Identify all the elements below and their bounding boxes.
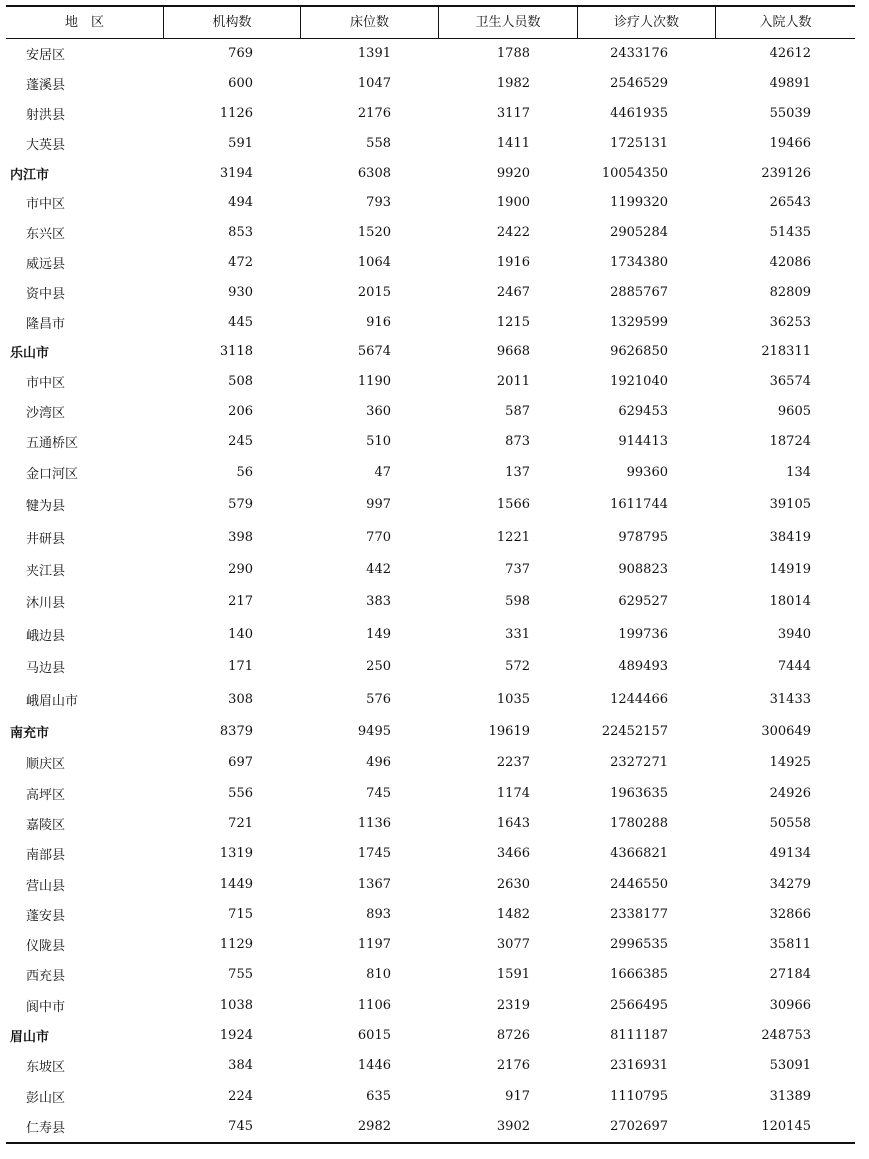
personnel-cell: 2237 [496, 755, 530, 771]
beds-cell: 149 [366, 626, 391, 642]
table-row [6, 778, 855, 808]
table-row [6, 188, 855, 218]
table-row [6, 1051, 855, 1081]
institutions-cell: 697 [228, 755, 253, 771]
beds-cell: 1136 [357, 815, 391, 831]
beds-cell: 6308 [357, 165, 391, 181]
admissions-cell: 120145 [761, 1118, 811, 1134]
table-row [6, 618, 855, 650]
beds-cell: 9495 [357, 723, 391, 739]
institutions-cell: 508 [228, 374, 253, 390]
region-name-cell: 西充县 [26, 969, 66, 985]
institutions-cell: 398 [228, 529, 253, 545]
personnel-cell: 1643 [496, 815, 530, 831]
admissions-cell: 239126 [761, 165, 811, 181]
personnel-cell: 9920 [496, 165, 530, 181]
table-row [6, 1111, 855, 1141]
admissions-cell: 24926 [769, 785, 811, 801]
table-row [6, 748, 855, 778]
institutions-cell: 745 [228, 1118, 253, 1134]
table-row [6, 128, 855, 158]
institutions-cell: 1038 [219, 997, 253, 1013]
region-name-cell: 金口河区 [26, 466, 79, 482]
visits-cell: 1780288 [610, 815, 668, 831]
institutions-cell: 472 [228, 254, 253, 270]
table-row [6, 39, 855, 69]
personnel-cell: 873 [505, 433, 530, 449]
table-row [6, 808, 855, 838]
institutions-cell: 206 [228, 403, 253, 419]
beds-cell: 1520 [357, 225, 391, 241]
region-name-cell: 嘉陵区 [26, 817, 66, 833]
personnel-cell: 1982 [496, 76, 530, 92]
beds-cell: 2176 [357, 105, 391, 121]
personnel-cell: 19619 [488, 723, 530, 739]
beds-cell: 47 [374, 464, 391, 480]
personnel-cell: 1411 [496, 135, 530, 151]
table-row [6, 651, 855, 683]
institutions-cell: 1924 [219, 1027, 253, 1043]
visits-cell: 978795 [618, 529, 668, 545]
visits-cell: 2702697 [610, 1118, 668, 1134]
region-name-cell: 仪陇县 [26, 939, 66, 955]
admissions-cell: 218311 [761, 344, 811, 360]
beds-cell: 558 [366, 135, 391, 151]
personnel-cell: 1916 [496, 254, 530, 270]
visits-cell: 914413 [618, 433, 668, 449]
institutions-cell: 1129 [219, 937, 253, 953]
personnel-cell: 9668 [496, 344, 530, 360]
region-name-cell: 五通桥区 [26, 435, 79, 451]
visits-cell: 4366821 [610, 846, 668, 862]
beds-cell: 1745 [357, 846, 391, 862]
visits-cell: 1244466 [610, 691, 668, 707]
beds-cell: 5674 [357, 344, 391, 360]
region-name-cell: 犍为县 [26, 499, 66, 515]
visits-cell: 629453 [618, 403, 668, 419]
visits-cell: 99360 [626, 464, 668, 480]
visits-cell: 908823 [618, 562, 668, 578]
region-name-cell: 营山县 [26, 878, 66, 894]
admissions-cell: 19466 [769, 135, 811, 151]
institutions-cell: 579 [228, 497, 253, 513]
header-institutions: 机构数 [164, 7, 301, 38]
table-row-city [6, 1020, 855, 1050]
header-beds: 床位数 [301, 7, 439, 38]
admissions-cell: 51435 [769, 225, 811, 241]
institutions-cell: 769 [228, 46, 253, 62]
region-name-cell: 眉山市 [10, 1029, 50, 1045]
visits-cell: 1725131 [610, 135, 668, 151]
region-name-cell: 资中县 [26, 286, 66, 302]
beds-cell: 745 [366, 785, 391, 801]
visits-cell: 2327271 [610, 755, 668, 771]
header-health-personnel: 卫生人员数 [439, 7, 578, 38]
institutions-cell: 445 [228, 314, 253, 330]
beds-cell: 510 [366, 433, 391, 449]
institutions-cell: 494 [228, 195, 253, 211]
institutions-cell: 1319 [219, 846, 253, 862]
region-name-cell: 沐川县 [26, 596, 66, 612]
personnel-cell: 587 [505, 403, 530, 419]
personnel-cell: 8726 [496, 1027, 530, 1043]
region-name-cell: 沙湾区 [26, 405, 66, 421]
region-name-cell: 东坡区 [26, 1060, 66, 1076]
admissions-cell: 55039 [769, 105, 811, 121]
institutions-cell: 217 [228, 594, 253, 610]
admissions-cell: 27184 [769, 967, 811, 983]
table-row-city [6, 158, 855, 188]
region-name-cell: 威远县 [26, 256, 66, 272]
visits-cell: 2905284 [610, 225, 668, 241]
visits-cell: 9626850 [610, 344, 668, 360]
table-row [6, 990, 855, 1020]
institutions-cell: 384 [228, 1058, 253, 1074]
institutions-cell: 721 [228, 815, 253, 831]
table-row [6, 489, 855, 521]
region-name-cell: 顺庆区 [26, 757, 66, 773]
table-header [6, 7, 855, 39]
personnel-cell: 2422 [496, 225, 530, 241]
beds-cell: 383 [366, 594, 391, 610]
visits-cell: 2566495 [610, 997, 668, 1013]
table-row [6, 99, 855, 129]
visits-cell: 1666385 [610, 967, 668, 983]
personnel-cell: 1482 [496, 906, 530, 922]
beds-cell: 997 [366, 497, 391, 513]
region-name-cell: 井研县 [26, 531, 66, 547]
table-body [6, 39, 855, 1142]
personnel-cell: 331 [505, 626, 530, 642]
table-row [6, 1081, 855, 1111]
beds-cell: 793 [366, 195, 391, 211]
visits-cell: 1734380 [610, 254, 668, 270]
visits-cell: 1329599 [610, 314, 668, 330]
institutions-cell: 308 [228, 691, 253, 707]
table-row [6, 277, 855, 307]
personnel-cell: 3117 [496, 105, 530, 121]
admissions-cell: 31389 [769, 1088, 811, 1104]
visits-cell: 4461935 [610, 105, 668, 121]
visits-cell: 2338177 [610, 906, 668, 922]
visits-cell: 8111187 [610, 1027, 668, 1043]
institutions-cell: 245 [228, 433, 253, 449]
institutions-cell: 1126 [219, 105, 253, 121]
admissions-cell: 35811 [769, 937, 811, 953]
visits-cell: 2885767 [610, 284, 668, 300]
institutions-cell: 8379 [219, 723, 253, 739]
admissions-cell: 42086 [769, 254, 811, 270]
beds-cell: 6015 [357, 1027, 391, 1043]
personnel-cell: 1566 [496, 497, 530, 513]
admissions-cell: 7444 [777, 659, 811, 675]
beds-cell: 916 [366, 314, 391, 330]
beds-cell: 360 [366, 403, 391, 419]
personnel-cell: 3077 [496, 937, 530, 953]
table-row [6, 839, 855, 869]
region-name-cell: 彭山区 [26, 1090, 66, 1106]
region-name-cell: 高坪区 [26, 787, 66, 803]
beds-cell: 250 [366, 659, 391, 675]
institutions-cell: 290 [228, 562, 253, 578]
beds-cell: 770 [366, 529, 391, 545]
personnel-cell: 1591 [496, 967, 530, 983]
admissions-cell: 9605 [777, 403, 811, 419]
beds-cell: 1064 [357, 254, 391, 270]
admissions-cell: 36574 [769, 374, 811, 390]
table-row [6, 248, 855, 278]
personnel-cell: 3902 [496, 1118, 530, 1134]
beds-cell: 442 [366, 562, 391, 578]
admissions-cell: 300649 [761, 723, 811, 739]
table-row [6, 683, 855, 715]
visits-cell: 2433176 [610, 46, 668, 62]
region-name-cell: 市中区 [26, 376, 66, 392]
personnel-cell: 1788 [496, 46, 530, 62]
admissions-cell: 26543 [769, 195, 811, 211]
personnel-cell: 598 [505, 594, 530, 610]
visits-cell: 2546529 [610, 76, 668, 92]
personnel-cell: 1215 [496, 314, 530, 330]
admissions-cell: 18724 [769, 433, 811, 449]
personnel-cell: 1035 [496, 691, 530, 707]
header-region: 地 区 [6, 7, 164, 38]
region-name-cell: 马边县 [26, 661, 66, 677]
admissions-cell: 42612 [769, 46, 811, 62]
beds-cell: 1190 [357, 374, 391, 390]
region-name-cell: 仁寿县 [26, 1120, 66, 1136]
institutions-cell: 930 [228, 284, 253, 300]
table-bottom-rule [6, 1142, 855, 1144]
beds-cell: 2982 [357, 1118, 391, 1134]
admissions-cell: 53091 [769, 1058, 811, 1074]
region-name-cell: 蓬安县 [26, 908, 66, 924]
admissions-cell: 82809 [769, 284, 811, 300]
region-name-cell: 安居区 [26, 48, 66, 64]
table-row-city [6, 337, 855, 367]
admissions-cell: 30966 [769, 997, 811, 1013]
admissions-cell: 32866 [769, 906, 811, 922]
table-row [6, 69, 855, 99]
institutions-cell: 853 [228, 225, 253, 241]
visits-cell: 1199320 [610, 195, 668, 211]
admissions-cell: 248753 [761, 1027, 811, 1043]
personnel-cell: 137 [505, 464, 530, 480]
region-name-cell: 蓬溪县 [26, 78, 66, 94]
beds-cell: 635 [366, 1088, 391, 1104]
region-name-cell: 内江市 [10, 167, 50, 183]
personnel-cell: 1174 [496, 785, 530, 801]
beds-cell: 496 [366, 755, 391, 771]
admissions-cell: 39105 [769, 497, 811, 513]
personnel-cell: 2467 [496, 284, 530, 300]
visits-cell: 2446550 [610, 876, 668, 892]
institutions-cell: 715 [228, 906, 253, 922]
visits-cell: 2316931 [610, 1058, 668, 1074]
institutions-cell: 591 [228, 135, 253, 151]
personnel-cell: 3466 [496, 846, 530, 862]
institutions-cell: 1449 [219, 876, 253, 892]
region-name-cell: 南部县 [26, 848, 66, 864]
region-name-cell: 东兴区 [26, 227, 66, 243]
admissions-cell: 50558 [769, 815, 811, 831]
admissions-cell: 14925 [769, 755, 811, 771]
region-name-cell: 峨眉山市 [26, 693, 79, 709]
region-name-cell: 射洪县 [26, 107, 66, 123]
admissions-cell: 31433 [769, 691, 811, 707]
visits-cell: 22452157 [601, 723, 668, 739]
visits-cell: 1611744 [610, 497, 668, 513]
institutions-cell: 600 [228, 76, 253, 92]
table-row [6, 456, 855, 488]
beds-cell: 576 [366, 691, 391, 707]
beds-cell: 1106 [357, 997, 391, 1013]
beds-cell: 1446 [357, 1058, 391, 1074]
region-name-cell: 阆中市 [26, 999, 66, 1015]
beds-cell: 1391 [357, 46, 391, 62]
personnel-cell: 2011 [496, 374, 530, 390]
institutions-cell: 3118 [219, 344, 253, 360]
header-visits: 诊疗人次数 [578, 7, 716, 38]
beds-cell: 2015 [357, 284, 391, 300]
region-name-cell: 峨边县 [26, 628, 66, 644]
beds-cell: 893 [366, 906, 391, 922]
admissions-cell: 18014 [769, 594, 811, 610]
beds-cell: 1047 [357, 76, 391, 92]
admissions-cell: 49891 [769, 76, 811, 92]
institutions-cell: 171 [228, 659, 253, 675]
institutions-cell: 224 [228, 1088, 253, 1104]
institutions-cell: 755 [228, 967, 253, 983]
personnel-cell: 2319 [496, 997, 530, 1013]
visits-cell: 489493 [618, 659, 668, 675]
institutions-cell: 56 [236, 464, 253, 480]
table-row-city [6, 715, 855, 747]
table-row [6, 367, 855, 397]
table-row [6, 929, 855, 959]
table-row [6, 553, 855, 585]
visits-cell: 2996535 [610, 937, 668, 953]
table-row [6, 397, 855, 427]
admissions-cell: 14919 [769, 562, 811, 578]
admissions-cell: 38419 [769, 529, 811, 545]
table-row [6, 307, 855, 337]
admissions-cell: 134 [786, 464, 811, 480]
institutions-cell: 140 [228, 626, 253, 642]
visits-cell: 1110795 [610, 1088, 668, 1104]
statistics-table [6, 5, 855, 1144]
institutions-cell: 3194 [219, 165, 253, 181]
personnel-cell: 572 [505, 659, 530, 675]
region-name-cell: 夹江县 [26, 564, 66, 580]
table-row [6, 426, 855, 456]
region-name-cell: 市中区 [26, 197, 66, 213]
beds-cell: 1197 [357, 937, 391, 953]
institutions-cell: 556 [228, 785, 253, 801]
visits-cell: 1921040 [610, 374, 668, 390]
admissions-cell: 49134 [769, 846, 811, 862]
admissions-cell: 3940 [777, 626, 811, 642]
visits-cell: 199736 [618, 626, 668, 642]
region-name-cell: 大英县 [26, 137, 66, 153]
admissions-cell: 34279 [769, 876, 811, 892]
table-row [6, 218, 855, 248]
personnel-cell: 2630 [496, 876, 530, 892]
table-row [6, 960, 855, 990]
table-row [6, 586, 855, 618]
personnel-cell: 1900 [496, 195, 530, 211]
region-name-cell: 南充市 [10, 725, 50, 741]
region-name-cell: 隆昌市 [26, 316, 66, 332]
beds-cell: 810 [366, 967, 391, 983]
table-row [6, 899, 855, 929]
visits-cell: 1963635 [610, 785, 668, 801]
header-admissions: 入院人数 [759, 15, 812, 30]
personnel-cell: 737 [505, 562, 530, 578]
visits-cell: 10054350 [601, 165, 668, 181]
personnel-cell: 917 [505, 1088, 530, 1104]
table-row [6, 869, 855, 899]
visits-cell: 629527 [618, 594, 668, 610]
beds-cell: 1367 [357, 876, 391, 892]
region-name-cell: 乐山市 [10, 346, 50, 362]
table-row [6, 521, 855, 553]
personnel-cell: 2176 [496, 1058, 530, 1074]
admissions-cell: 36253 [769, 314, 811, 330]
personnel-cell: 1221 [496, 529, 530, 545]
